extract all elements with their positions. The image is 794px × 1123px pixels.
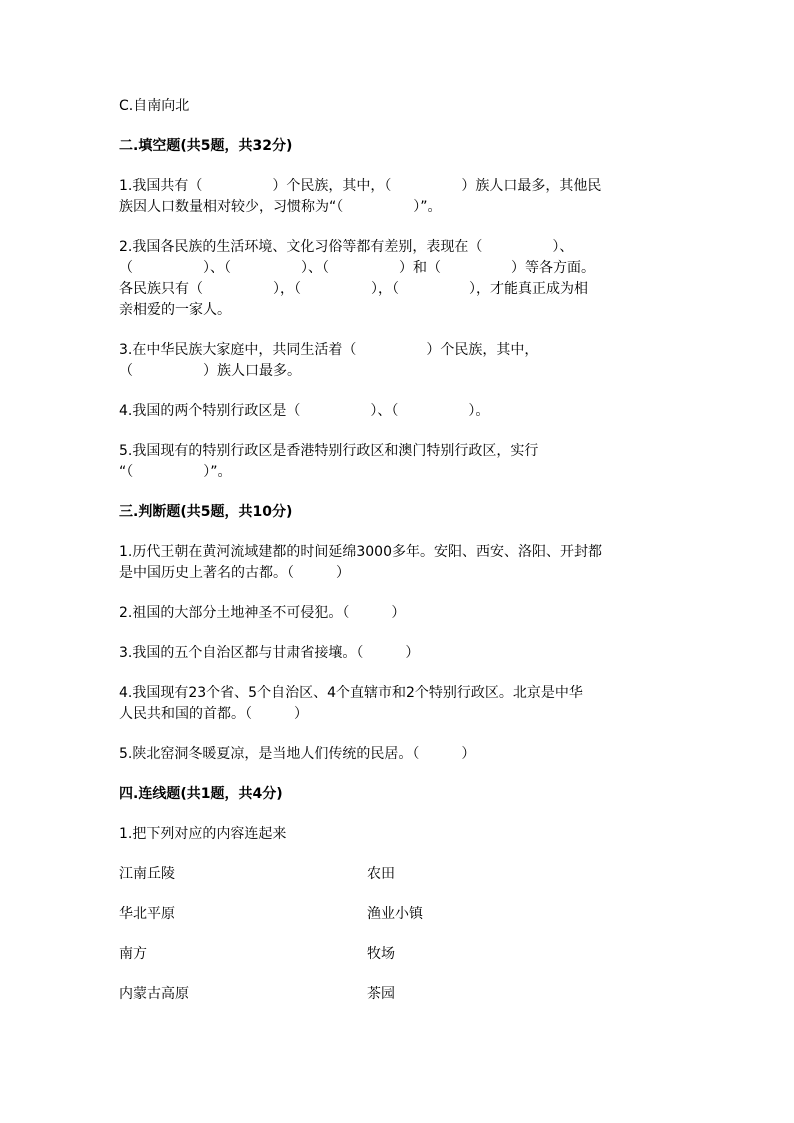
judge-question-4: 4.我国现有23个省、5个自治区、4个直辖市和2个特别行政区。北京是中华 人民共和国的首都。（ ）: [119, 685, 583, 722]
fill-question-5: 5.我国现有的特别行政区是香港特别行政区和澳门特别行政区，实行 “（ ）”。: [119, 443, 539, 480]
section-3-title: 三.判断题(共5题，共10分): [119, 504, 293, 520]
matching-right-item: 农田: [367, 866, 395, 882]
fill-question-3: 3.在中华民族大家庭中，共同生活着（ ）个民族，其中， （ ）族人口最多。: [119, 342, 539, 379]
section-2-title: 二.填空题(共5题，共32分): [119, 138, 293, 154]
fill-question-2: 2.我国各民族的生活环境、文化习俗等都有差别，表现在（ ）、 （ ）、（ ）、（ ）和（ ）等各方面。 各民族只有（ ），（ ），（ ），才能真正成为相 亲相爱的一家人。: [119, 239, 595, 318]
matching-right-item: 牧场: [367, 946, 395, 962]
matching-left-item: 江南丘陵: [119, 866, 175, 882]
matching-row: [119, 944, 679, 965]
previous-option-c: C.自南向北: [119, 98, 190, 114]
matching-question-1: 1.把下列对应的内容连起来: [119, 826, 287, 842]
fill-question-4: 4.我国的两个特别行政区是（ ）、（ ）。: [119, 403, 490, 419]
fill-question-1: 1.我国共有（ ）个民族，其中，（ ）族人口最多，其他民 族因人口数量相对较少，习惯称为“（ ）”。: [119, 178, 602, 215]
matching-table: [119, 864, 679, 1005]
matching-row: [119, 904, 679, 925]
judge-question-2: 2.祖国的大部分土地神圣不可侵犯。（ ）: [119, 605, 406, 621]
exam-content: [119, 96, 679, 1024]
judge-question-1: 1.历代王朝在黄河流域建都的时间延绵3000多年。安阳、西安、洛阳、开封都 是中国历史上著名的古都。（ ）: [119, 544, 602, 581]
matching-left-item: 华北平原: [119, 906, 175, 922]
matching-right-item: 茶园: [367, 986, 395, 1002]
matching-right-item: 渔业小镇: [367, 906, 423, 922]
matching-row: [119, 984, 679, 1005]
judge-question-5: 5.陕北窑洞冬暖夏凉，是当地人们传统的民居。（ ）: [119, 746, 476, 762]
section-4-title: 四.连线题(共1题，共4分): [119, 786, 283, 802]
matching-row: [119, 864, 679, 885]
matching-left-item: 内蒙古高原: [119, 986, 189, 1002]
judge-question-3: 3.我国的五个自治区都与甘肃省接壤。（ ）: [119, 645, 420, 661]
matching-left-item: 南方: [119, 946, 147, 962]
